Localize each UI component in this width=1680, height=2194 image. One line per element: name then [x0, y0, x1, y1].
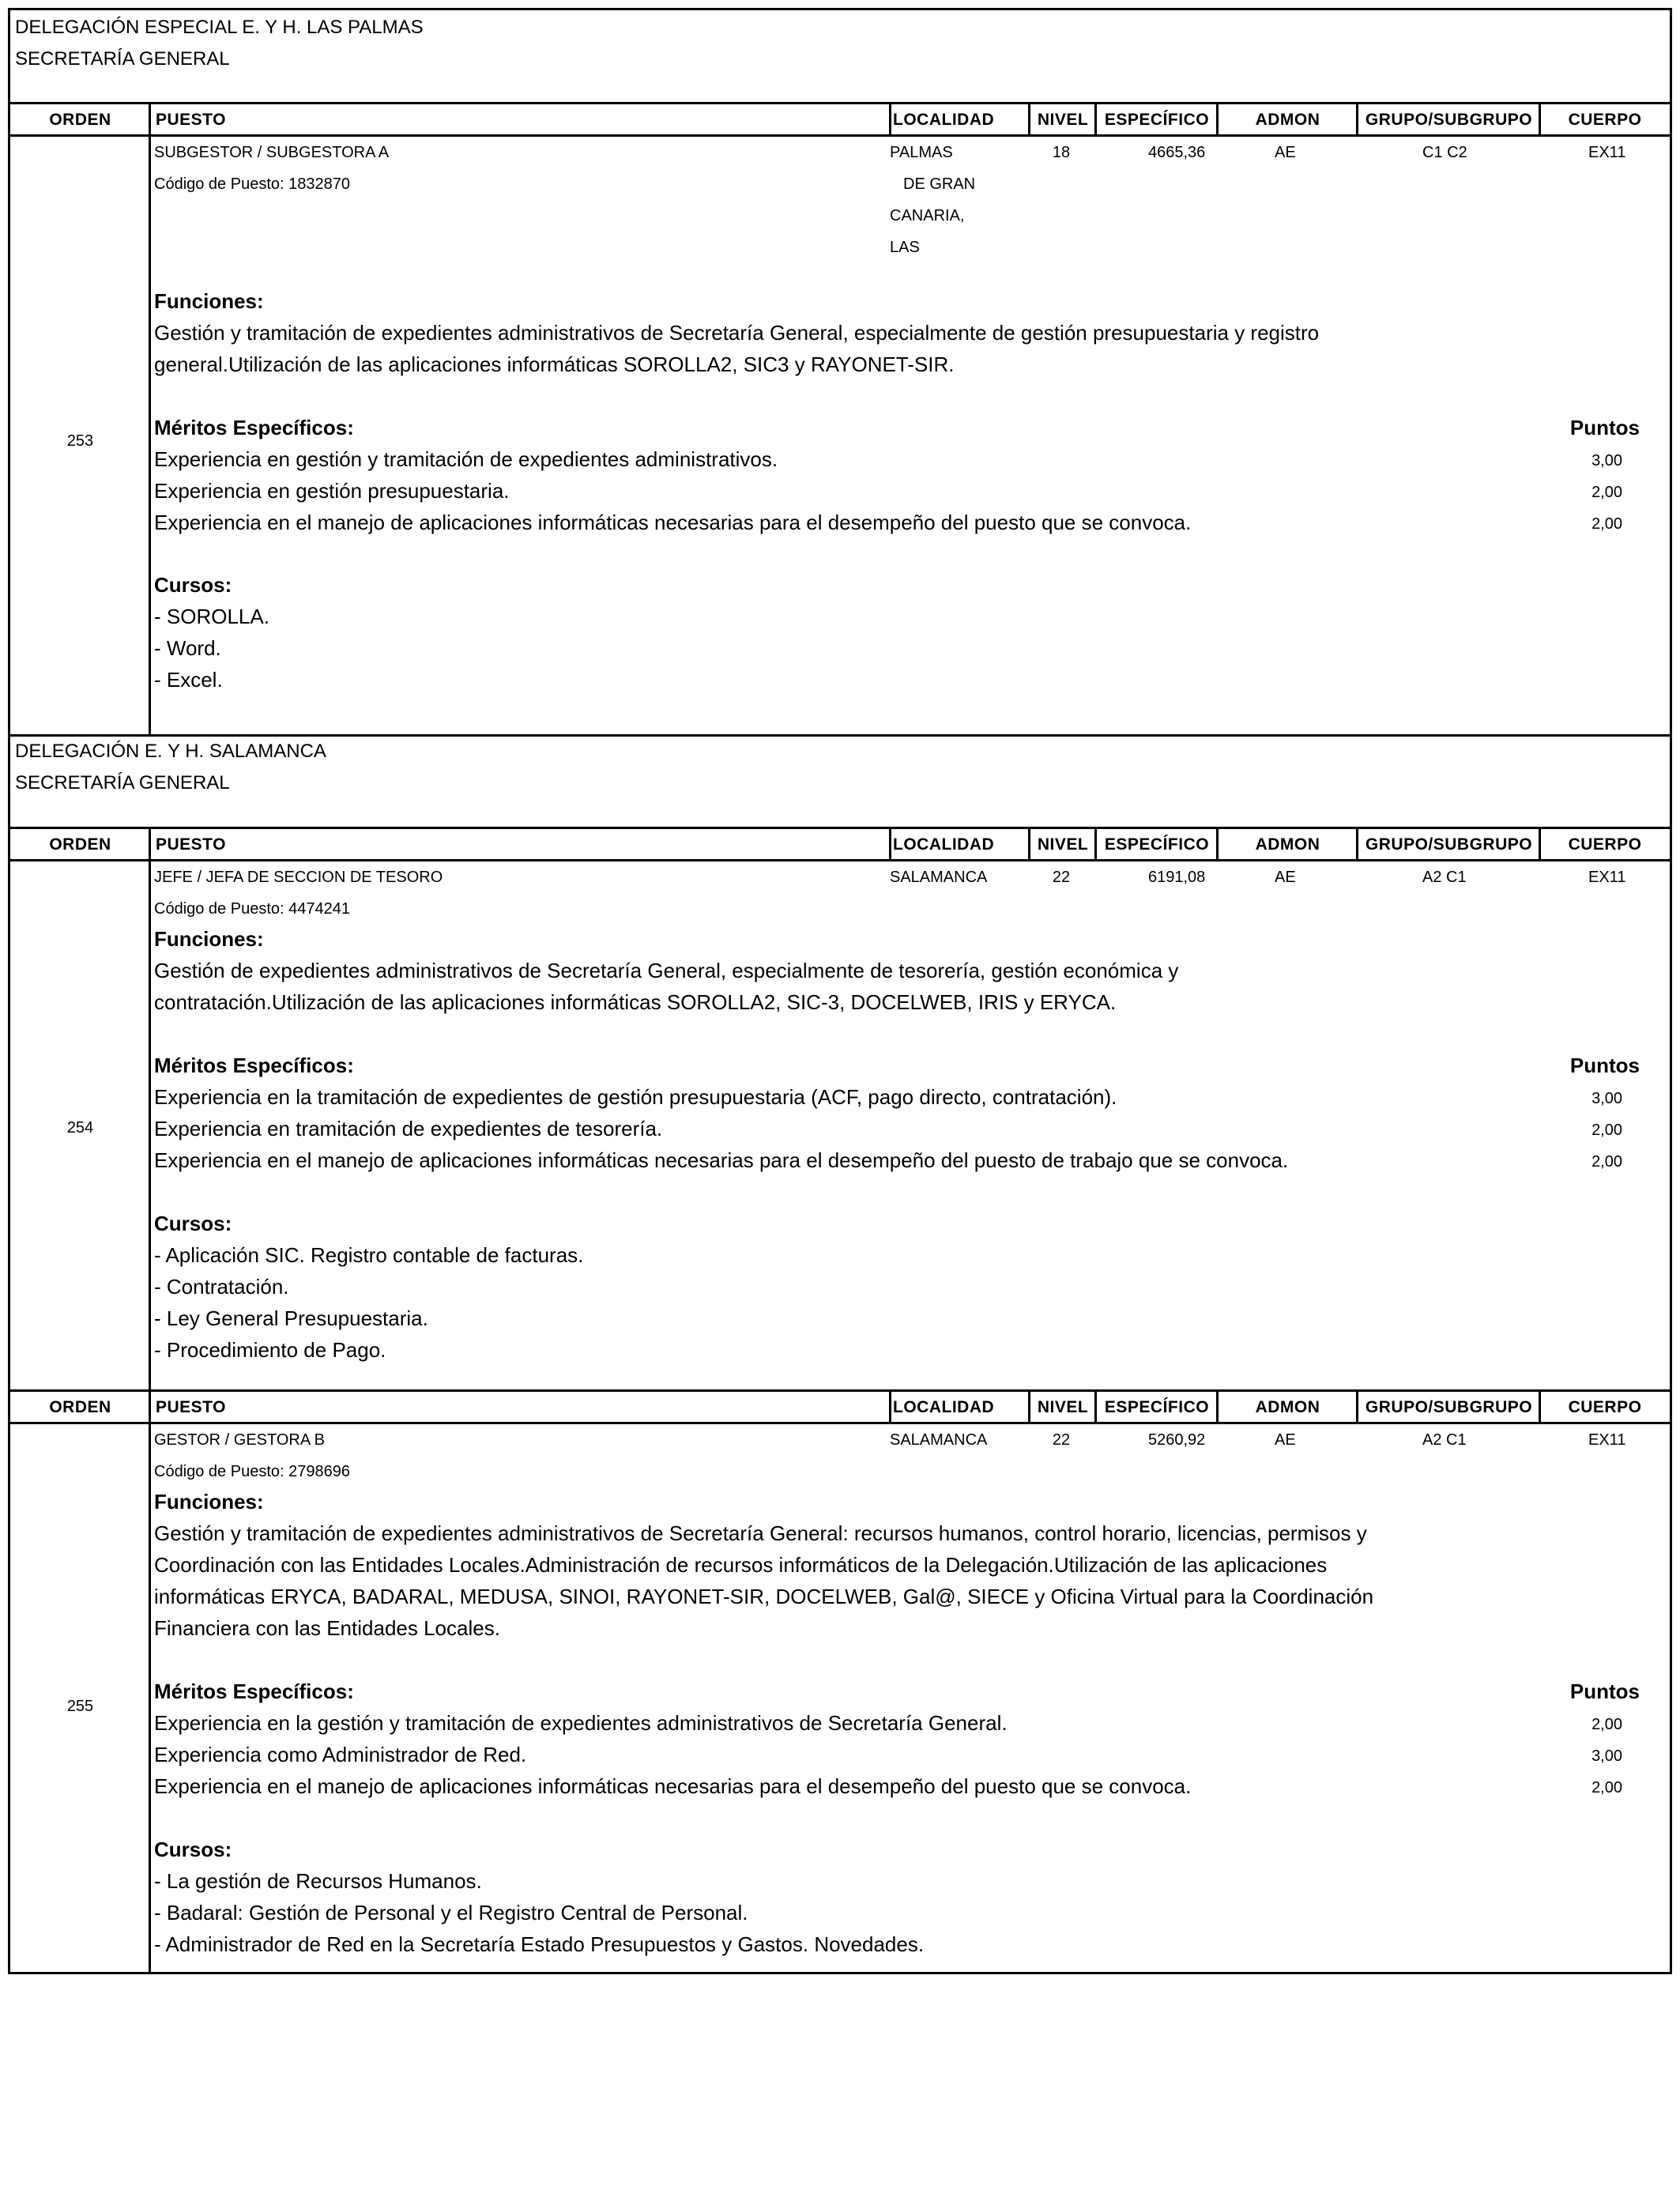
col-especifico: ESPECÍFICO — [1104, 835, 1210, 854]
cuerpo-value: EX11 — [1588, 869, 1626, 886]
localidad-line: LAS — [890, 239, 920, 256]
col-localidad: LOCALIDAD — [893, 835, 995, 854]
col-puesto: PUESTO — [156, 1398, 226, 1416]
puntos-heading: Puntos — [1569, 1054, 1640, 1077]
funciones-line: informáticas ERYCA, BADARAL, MEDUSA, SINOI, RAYONET-SIR, DOCELWEB, Gal@, SIECE y Oficina Virtual para la Coordinación — [154, 1585, 1374, 1608]
nivel-value: 18 — [1052, 144, 1071, 161]
column-header-row — [10, 104, 1670, 136]
admon-value: AE — [1275, 869, 1296, 886]
col-nivel: NIVEL — [1037, 835, 1089, 854]
curso-item: - Ley General Presupuestaria. — [154, 1306, 428, 1330]
localidad-line: CANARIA, — [890, 207, 965, 224]
meritos-heading: Méritos Específicos: — [154, 416, 354, 439]
col-orden: ORDEN — [49, 1398, 111, 1416]
cursos-heading: Cursos: — [154, 1838, 232, 1861]
col-grupo: GRUPO/SUBGRUPO — [1365, 835, 1533, 854]
curso-item: - La gestión de Recursos Humanos. — [154, 1869, 482, 1893]
funciones-line: Gestión y tramitación de expedientes administrativos de Secretaría General: recursos humanos, control horario, licencias, permisos y — [154, 1521, 1367, 1545]
grupo-value: A2 C1 — [1422, 869, 1467, 886]
grupo-value: C1 C2 — [1422, 144, 1467, 161]
col-grupo: GRUPO/SUBGRUPO — [1365, 1398, 1533, 1416]
col-admon: ADMON — [1255, 1398, 1320, 1416]
post-255 — [10, 1424, 1670, 1973]
puntos-heading: Puntos — [1569, 1679, 1640, 1703]
puntos-heading: Puntos — [1569, 416, 1640, 439]
admon-value: AE — [1275, 144, 1296, 161]
merito-points: 2,00 — [1591, 1716, 1622, 1733]
nivel-value: 22 — [1052, 869, 1071, 886]
post-253 — [10, 137, 1670, 734]
merito-points: 2,00 — [1591, 1153, 1622, 1171]
section-subtitle: SECRETARÍA GENERAL — [15, 48, 230, 70]
curso-item: - Badaral: Gestión de Personal y el Registro Central de Personal. — [154, 1901, 748, 1924]
col-orden: ORDEN — [49, 835, 111, 854]
localidad-line: SALAMANCA — [890, 869, 988, 886]
codigo-puesto: Código de Puesto: 2798696 — [154, 1463, 350, 1480]
especifico-value: 6191,08 — [1148, 869, 1206, 886]
curso-item: - SOROLLA. — [154, 605, 269, 628]
merito-item: Experiencia en el manejo de aplicaciones informáticas necesarias para el desempeño del puesto de trabajo que se convoca. — [154, 1148, 1289, 1172]
localidad-line: DE GRAN — [903, 175, 976, 193]
curso-item: - Administrador de Red en la Secretaría Estado Presupuestos y Gastos. Novedades. — [154, 1932, 925, 1956]
section-subtitle: SECRETARÍA GENERAL — [15, 772, 230, 794]
cuerpo-value: EX11 — [1588, 1431, 1626, 1449]
puesto-name: GESTOR / GESTORA B — [154, 1431, 325, 1449]
puesto-name: SUBGESTOR / SUBGESTORA A — [154, 144, 390, 161]
column-header-row — [10, 829, 1670, 861]
grupo-value: A2 C1 — [1422, 1431, 1467, 1449]
col-grupo: GRUPO/SUBGRUPO — [1365, 111, 1533, 129]
cursos-heading: Cursos: — [154, 573, 232, 597]
nivel-value: 22 — [1052, 1431, 1071, 1449]
merito-item: Experiencia en gestión y tramitación de expedientes administrativos. — [154, 447, 778, 471]
curso-item: - Word. — [154, 636, 221, 660]
col-orden: ORDEN — [49, 111, 111, 129]
merito-points: 2,00 — [1591, 1779, 1622, 1796]
funciones-line: Gestión y tramitación de expedientes administrativos de Secretaría General, especialmente de gestión presupuestaria y registro — [154, 321, 1320, 345]
orden-number: 253 — [66, 432, 94, 450]
merito-points: 2,00 — [1591, 484, 1622, 501]
especifico-value: 4665,36 — [1148, 144, 1206, 161]
merito-points: 2,00 — [1591, 515, 1622, 533]
merito-item: Experiencia en tramitación de expedientes de tesorería. — [154, 1117, 663, 1140]
col-cuerpo: CUERPO — [1568, 111, 1642, 129]
codigo-puesto: Código de Puesto: 4474241 — [154, 900, 350, 918]
col-nivel: NIVEL — [1037, 1398, 1089, 1416]
funciones-line: contratación.Utilización de las aplicaciones informáticas SOROLLA2, SIC-3, DOCELWEB, IRIS y ERYCA. — [154, 990, 1117, 1014]
merito-item: Experiencia en la gestión y tramitación de expedientes administrativos de Secretaría General. — [154, 1711, 1008, 1735]
merito-points: 3,00 — [1591, 1747, 1622, 1765]
curso-item: - Contratación. — [154, 1275, 289, 1299]
funciones-heading: Funciones: — [154, 927, 264, 951]
puesto-name: JEFE / JEFA DE SECCION DE TESORO — [154, 869, 443, 886]
column-header-row — [10, 1392, 1670, 1423]
col-especifico: ESPECÍFICO — [1104, 1398, 1210, 1416]
curso-item: - Excel. — [154, 668, 223, 692]
orden-number: 255 — [66, 1698, 94, 1715]
merito-points: 3,00 — [1591, 1090, 1622, 1107]
col-localidad: LOCALIDAD — [893, 1398, 995, 1416]
merito-item: Experiencia en la tramitación de expedientes de gestión presupuestaria (ACF, pago directo, contratación). — [154, 1085, 1117, 1109]
col-especifico: ESPECÍFICO — [1104, 111, 1210, 129]
col-nivel: NIVEL — [1037, 111, 1089, 129]
merito-item: Experiencia en el manejo de aplicaciones informáticas necesarias para el desempeño del puesto que se convoca. — [154, 1774, 1192, 1798]
codigo-puesto: Código de Puesto: 1832870 — [154, 175, 350, 193]
meritos-heading: Méritos Específicos: — [154, 1679, 354, 1703]
col-cuerpo: CUERPO — [1568, 1398, 1642, 1416]
curso-item: - Procedimiento de Pago. — [154, 1338, 386, 1362]
col-admon: ADMON — [1255, 111, 1320, 129]
meritos-heading: Méritos Específicos: — [154, 1054, 354, 1077]
merito-points: 3,00 — [1591, 452, 1622, 469]
especifico-value: 5260,92 — [1148, 1431, 1206, 1449]
col-puesto: PUESTO — [156, 835, 226, 854]
funciones-line: Coordinación con las Entidades Locales.Administración de recursos informáticos de la Delegación.Utilización de las aplicaciones — [154, 1553, 1328, 1577]
funciones-heading: Funciones: — [154, 1490, 264, 1514]
col-localidad: LOCALIDAD — [893, 111, 995, 129]
curso-item: - Aplicación SIC. Registro contable de facturas. — [154, 1243, 584, 1267]
funciones-heading: Funciones: — [154, 289, 264, 313]
funciones-line: Gestión de expedientes administrativos de Secretaría General, especialmente de tesorería, gestión económica y — [154, 959, 1179, 982]
merito-item: Experiencia en gestión presupuestaria. — [154, 479, 510, 503]
orden-number: 254 — [66, 1119, 94, 1137]
admon-value: AE — [1275, 1431, 1296, 1449]
cuerpo-value: EX11 — [1588, 144, 1626, 161]
funciones-line: Financiera con las Entidades Locales. — [154, 1616, 500, 1640]
col-cuerpo: CUERPO — [1568, 835, 1642, 854]
col-puesto: PUESTO — [156, 111, 226, 129]
cursos-heading: Cursos: — [154, 1212, 232, 1235]
post-254 — [10, 861, 1670, 1391]
merito-item: Experiencia como Administrador de Red. — [154, 1743, 527, 1766]
localidad-line: PALMAS — [890, 144, 953, 161]
document-table — [8, 8, 1672, 1974]
funciones-line: general.Utilización de las aplicaciones informáticas SOROLLA2, SIC3 y RAYONET-SIR. — [154, 352, 955, 376]
section-title: DELEGACIÓN E. Y H. SALAMANCA — [15, 741, 326, 762]
section-title: DELEGACIÓN ESPECIAL E. Y H. LAS PALMAS — [15, 17, 424, 38]
localidad-line: SALAMANCA — [890, 1431, 988, 1449]
merito-item: Experiencia en el manejo de aplicaciones informáticas necesarias para el desempeño del puesto que se convoca. — [154, 511, 1192, 534]
col-admon: ADMON — [1255, 835, 1320, 854]
merito-points: 2,00 — [1591, 1122, 1622, 1139]
